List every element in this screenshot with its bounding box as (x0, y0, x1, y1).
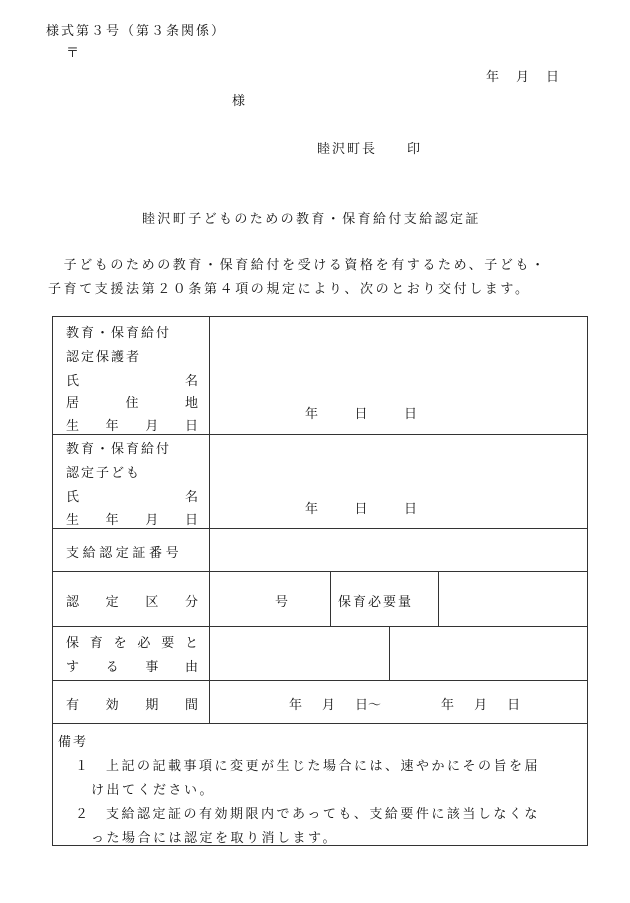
cert-number-label: 支給認定証番号 (66, 546, 183, 561)
intro-text-line1: 子どものための教育・保育給付を受ける資格を有するため、子ども・ (48, 258, 547, 273)
row-divider (53, 434, 587, 435)
form-number: 様式第３号（第３条関係） (46, 24, 227, 39)
column-divider (389, 626, 390, 680)
child-birth-label: 生 年 月 日 (66, 513, 198, 528)
category-value: 号 (275, 595, 291, 610)
child-label-line2: 認定子ども (66, 466, 142, 481)
note-item2-line2: った場合には認定を取り消します。 (91, 831, 338, 846)
validity-label: 有 効 期 間 (66, 698, 198, 713)
child-label-line1: 教育・保育給付 (66, 442, 172, 457)
validity-value: 年 月 日～ 年 月 日 (289, 698, 521, 713)
note-item1-line1: １ 上記の記載事項に変更が生じた場合には、速やかにその旨を届 (75, 759, 541, 774)
certificate-table (52, 316, 588, 846)
column-divider (330, 571, 331, 626)
note-item1-line2: け出てください。 (91, 783, 216, 798)
need-amount-label: 保育必要量 (338, 595, 414, 610)
reason-label-line2: す る 事 由 (66, 660, 198, 675)
guardian-birth-value: 年 日 日 (305, 407, 417, 422)
row-divider (53, 680, 587, 681)
row-divider (53, 528, 587, 529)
child-name-label: 氏 名 (66, 490, 198, 505)
addressee-suffix: 様 (232, 94, 248, 109)
guardian-name-label: 氏 名 (66, 374, 198, 389)
row-divider (53, 571, 587, 572)
category-label: 認 定 区 分 (66, 595, 198, 610)
issuer-name: 睦沢町長 印 (317, 142, 423, 157)
note-item2-line1: ２ 支給認定証の有効期限内であっても、支給要件に該当しなくな (75, 807, 540, 822)
document-title: 睦沢町子どものための教育・保育給付支給認定証 (142, 212, 481, 227)
row-divider (53, 723, 587, 724)
postal-mark: 〒 (66, 46, 82, 61)
column-divider (209, 317, 210, 723)
column-divider (438, 571, 439, 626)
child-birth-value: 年 日 日 (305, 502, 417, 517)
reason-label-line1: 保 育 を 必 要 と (66, 636, 198, 651)
row-divider (53, 626, 587, 627)
guardian-address-label: 居 住 地 (66, 396, 198, 411)
guardian-birth-label: 生 年 月 日 (66, 419, 198, 434)
guardian-label-line1: 教育・保育給付 (66, 326, 172, 341)
notes-heading: 備考 (58, 735, 89, 750)
guardian-label-line2: 認定保護者 (66, 350, 142, 365)
date-line: 年 月 日 (486, 70, 562, 85)
intro-text-line2: 子育て支援法第２０条第４項の規定により、次のとおり交付します。 (48, 282, 531, 297)
